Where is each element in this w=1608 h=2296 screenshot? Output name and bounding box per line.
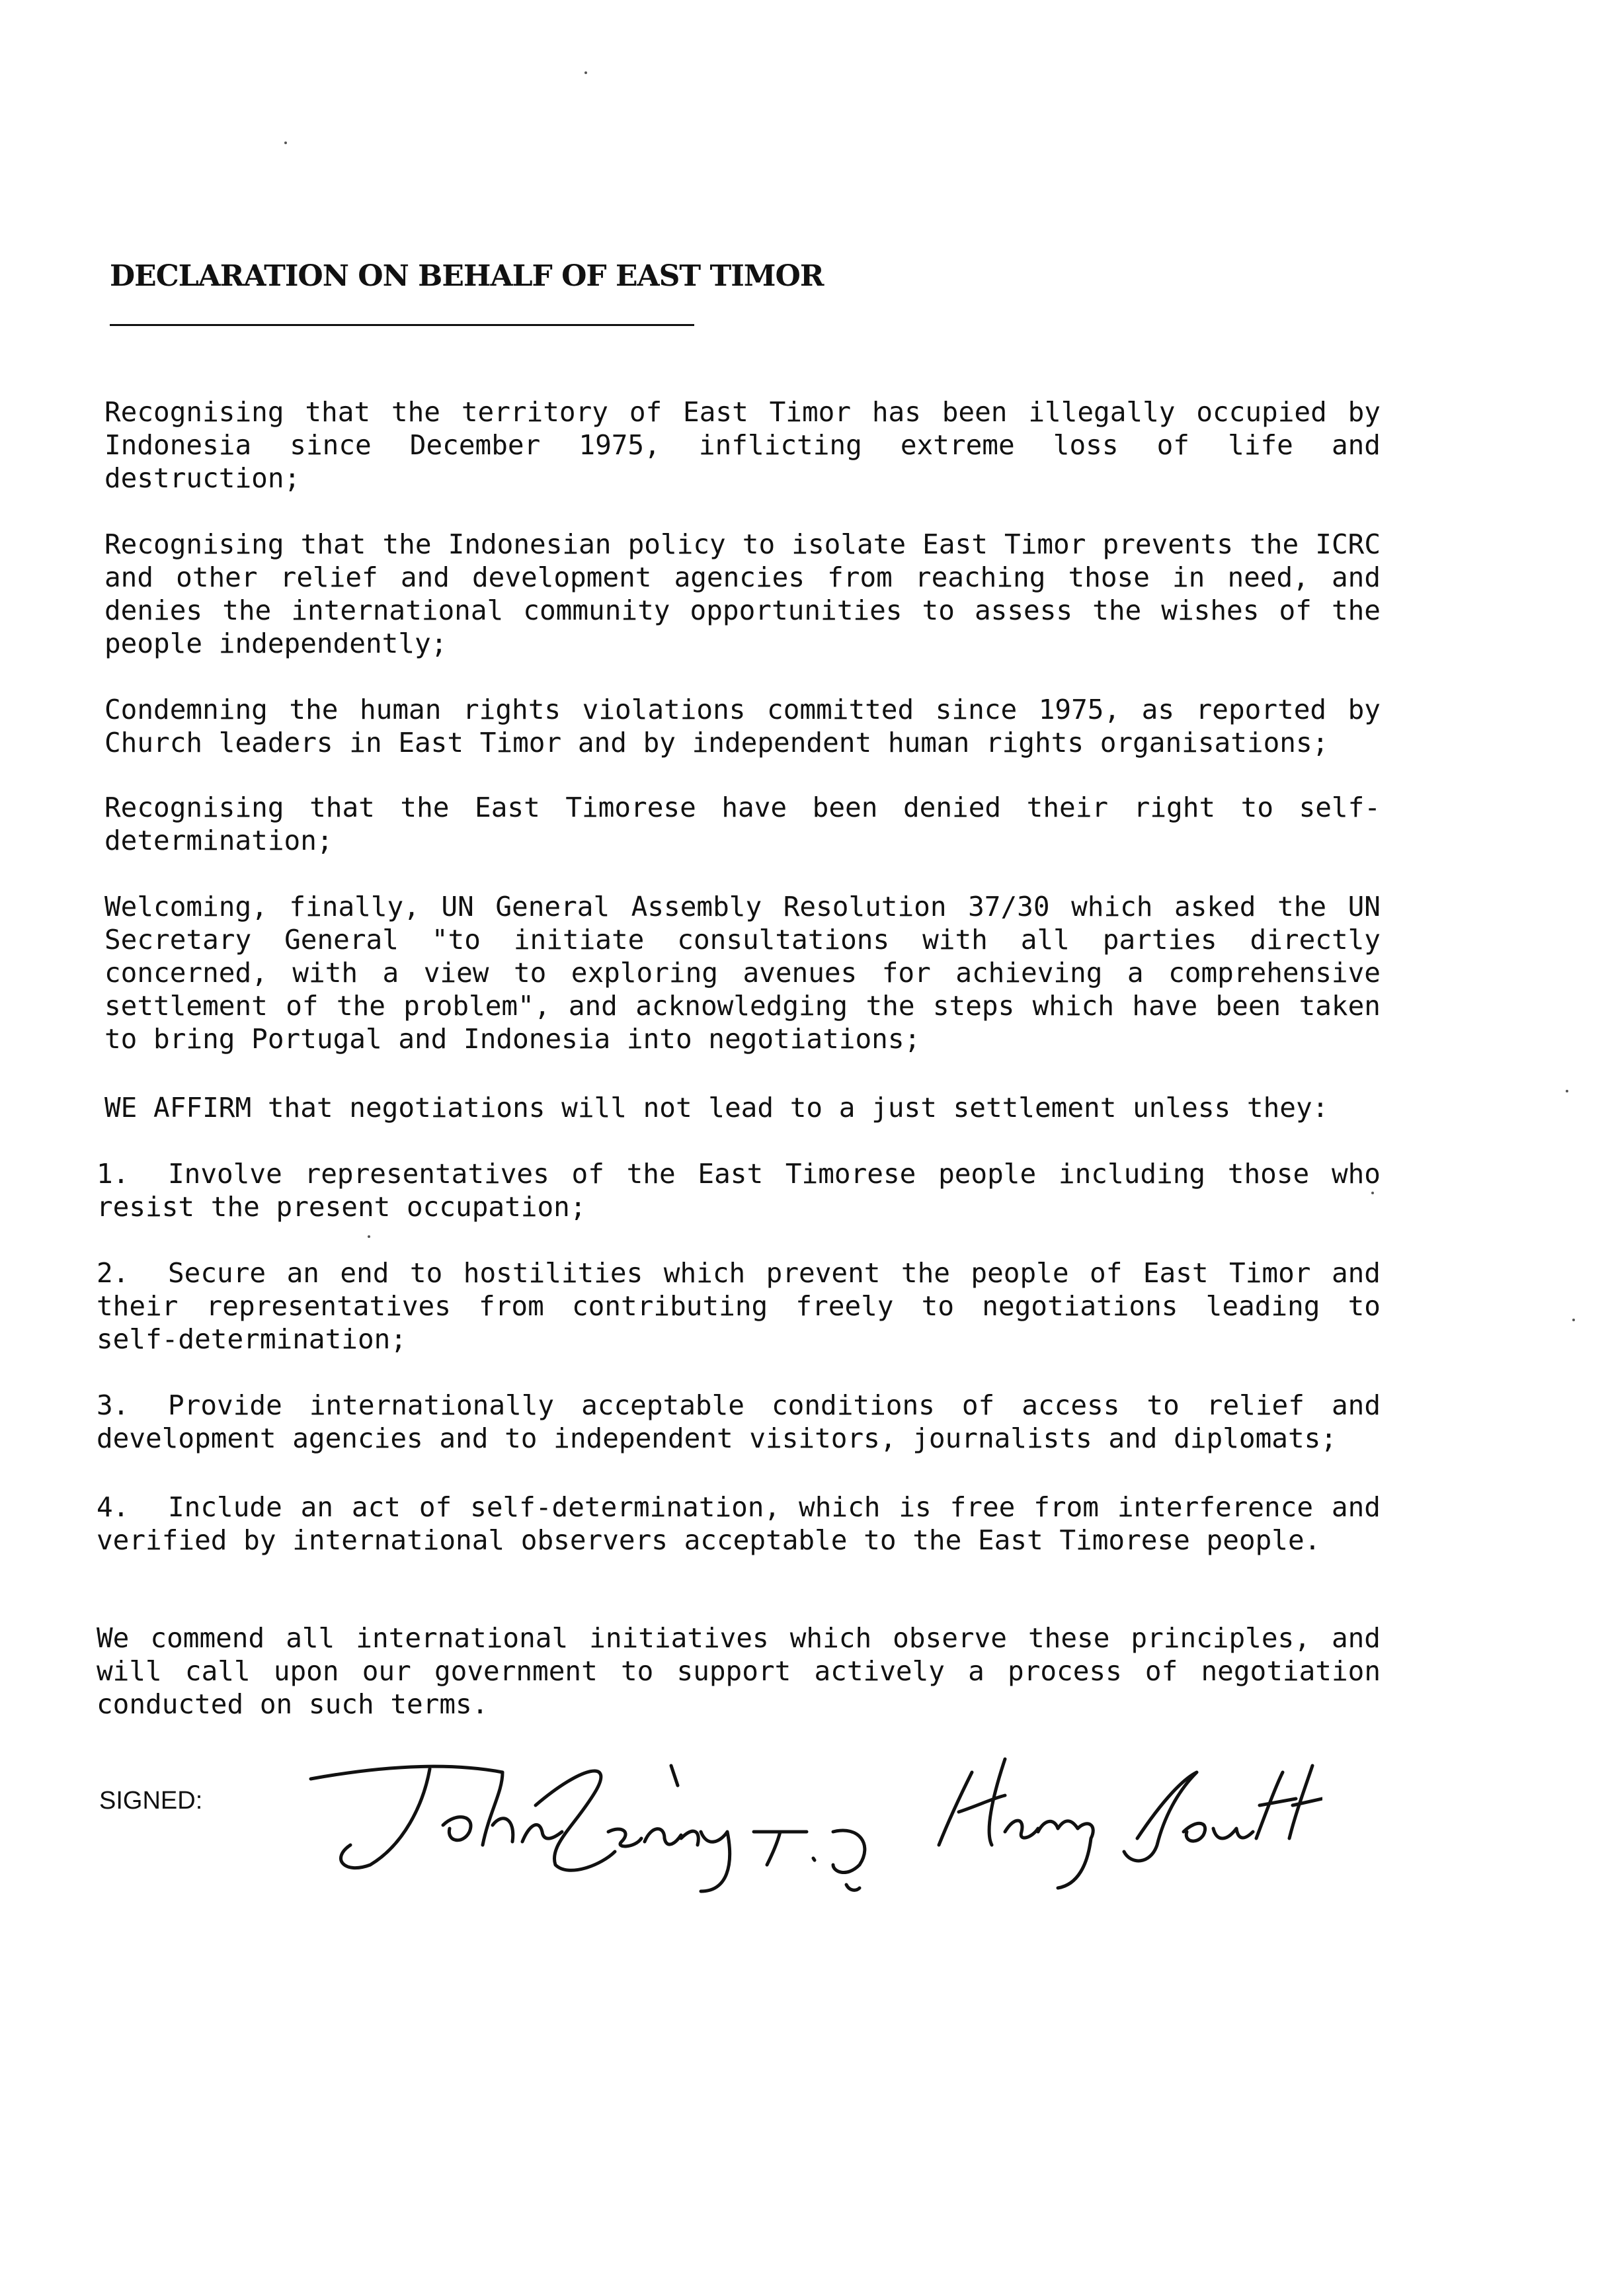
document-title: DECLARATION ON BEHALF OF EAST TIMOR	[110, 259, 824, 293]
title-underline	[110, 324, 694, 326]
signature-harry-scott	[939, 1759, 1322, 1888]
list-item	[97, 1157, 1381, 1223]
list-item-number: 3.	[97, 1389, 130, 1421]
scan-speck	[284, 142, 287, 144]
scan-speck	[368, 1235, 370, 1238]
paragraph-welcoming-resolution: Welcoming, finally, UN General Assembly Resolution 37/30 which asked the UN Secretary General "to initiate consultations with all parties directly concerned, with a view to exploring avenues for achieving a comprehensive settlement of the problem", and acknowledging the steps which have been taken to bring Portugal and Indonesia into negotiations;	[104, 891, 1381, 1055]
scan-speck	[1566, 1090, 1568, 1092]
list-item	[97, 1256, 1381, 1356]
scan-speck	[1371, 1192, 1374, 1194]
scan-speck	[1572, 1319, 1575, 1321]
handwritten-signatures	[304, 1733, 1322, 1898]
list-item-number: 4.	[97, 1491, 130, 1523]
paragraph-recognising-isolation: Recognising that the Indonesian policy to isolate East Timor prevents the ICRC and other relief and development agencies from reaching those in need, and denies the international community opportunities to assess the wishes of the people independently;	[104, 528, 1381, 659]
signed-label: SIGNED:	[99, 1787, 203, 1815]
list-item-text: Include an act of self-determination, which is free from interference and verified by international observers acceptable to the East Timorese people.	[97, 1491, 1381, 1556]
list-item	[97, 1389, 1381, 1455]
paragraph-we-affirm: WE AFFIRM that negotiations will not lead to a just settlement unless they:	[104, 1092, 1329, 1124]
paragraph-recognising-self-determination: Recognising that the East Timorese have been denied their right to self-determination;	[104, 792, 1381, 856]
paragraph-closing: We commend all international initiatives which observe these principles, and will call upon our government to support actively a process of negotiation conducted on such terms.	[97, 1622, 1381, 1720]
list-item-number: 2.	[97, 1257, 130, 1289]
list-item-text: Secure an end to hostilities which prevent the people of East Timor and their representatives from contributing freely to negotiations leading to self-determination;	[97, 1257, 1381, 1355]
paragraph-recognising-occupation: Recognising that the territory of East Timor has been illegally occupied by Indonesia since December 1975, inflicting extreme loss of life and destruction;	[104, 396, 1381, 494]
list-item-text: Involve representatives of the East Timorese people including those who resist the present occupation;	[97, 1158, 1381, 1223]
list-item	[97, 1491, 1381, 1557]
list-item-text: Provide internationally acceptable conditions of access to relief and development agencies and to independent visitors, journalists and diplomats;	[97, 1389, 1381, 1454]
paragraph-condemning-violations: Condemning the human rights violations committed since 1975, as reported by Church leaders in East Timor and by independent human rights organisations;	[104, 694, 1381, 758]
list-item-number: 1.	[97, 1158, 130, 1190]
signature-john-leahy	[311, 1766, 865, 1891]
scan-speck	[584, 71, 587, 74]
